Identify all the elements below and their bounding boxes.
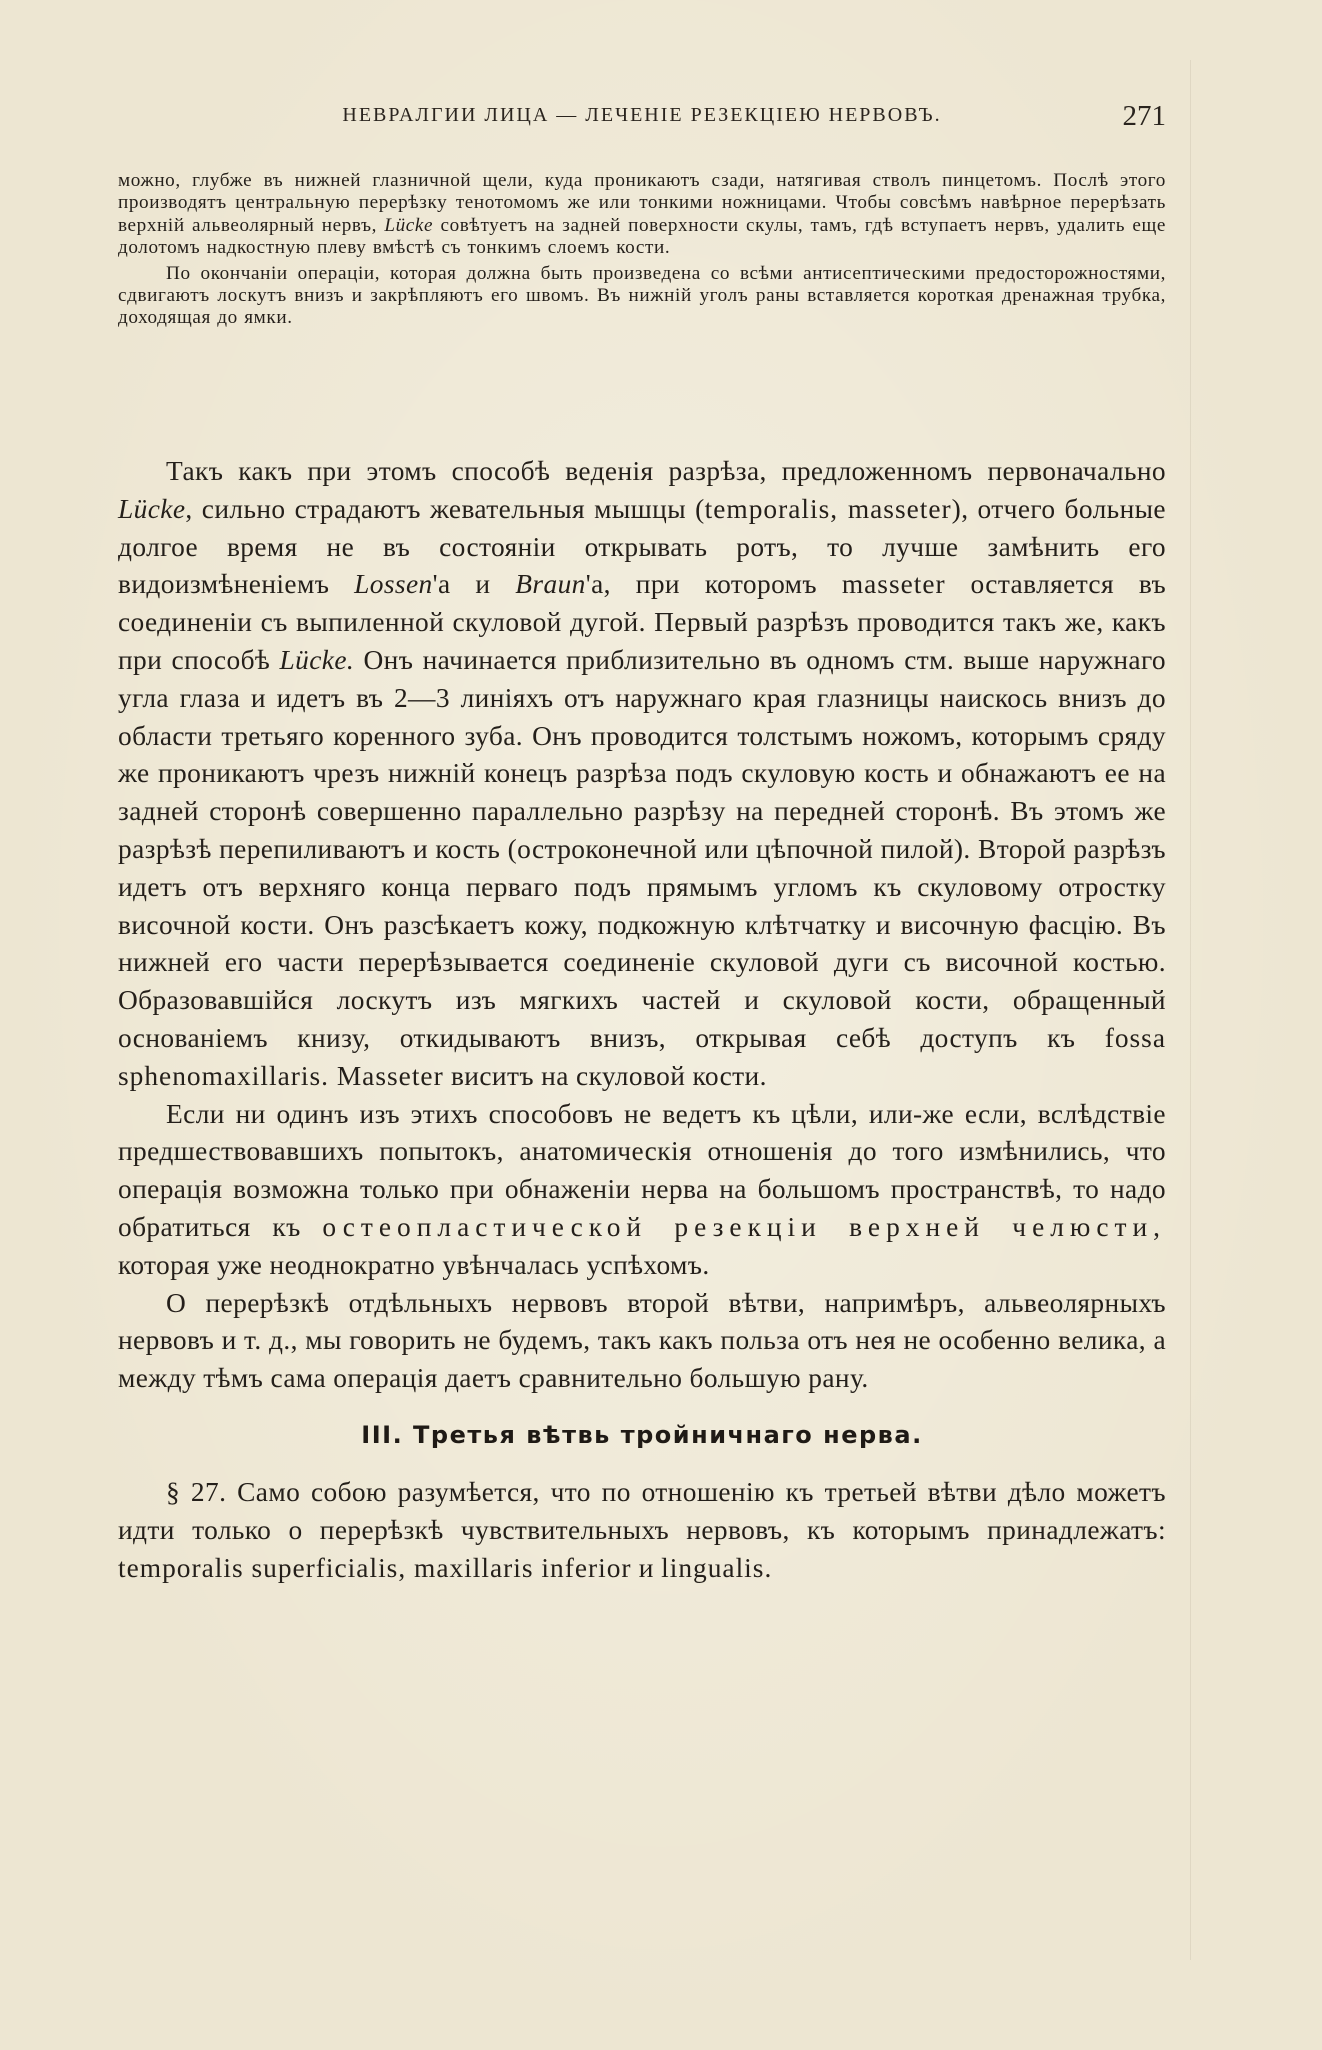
latin-term: lingualis	[661, 1552, 765, 1583]
text-run: § 27. Само собою разумѣется, что по отношенію къ третьей вѣтви дѣло можетъ идти только о перерѣзкѣ чувствительныхъ нервовъ, къ которымъ принадлежатъ:	[118, 1476, 1166, 1545]
author-name: Braun	[515, 569, 586, 600]
text-run: Такъ какъ при этомъ способѣ веденія разрѣза, предложенномъ первоначально	[166, 456, 1166, 486]
text-run: .	[764, 1552, 772, 1583]
small-paragraph-1-text: можно, глубже въ нижней глазничной щели, куда проникаютъ сзади, натягивая стволъ пинцетомъ. Послѣ этого производятъ центральную перерѣзку тенотомомъ же или тонкими ножницами. Чтобы совсѣмъ навѣрное перерѣзать верхній альвеолярный нервъ,	[118, 170, 1166, 236]
page-crease	[1190, 60, 1191, 1960]
page-number: 271	[1122, 100, 1166, 132]
running-head	[118, 100, 1166, 134]
text-run: , сильно страдаютъ жевательныя мышцы (	[185, 493, 705, 524]
spaced-emphasis: остеопластической резекціи верхней челюсти,	[322, 1211, 1166, 1242]
small-paragraph-1	[118, 170, 1166, 260]
author-name: Lücke.	[279, 644, 355, 675]
section-heading: III. Третья вѣтвь тройничнаго нерва.	[361, 1420, 923, 1449]
author-name: Lossen	[354, 569, 433, 600]
text-run: оставляется въ соединеніи съ выпиленной скуловой дугой. Первый разрѣзъ проводится такъ же, какъ при способѣ	[118, 569, 1167, 675]
main-paragraph-2	[118, 1096, 1166, 1285]
latin-term: temporalis, masseter	[704, 493, 952, 524]
main-paragraph-4	[118, 1474, 1166, 1587]
text-run: и	[638, 1552, 654, 1583]
latin-term: masseter	[841, 569, 946, 600]
text-run: Если ни одинъ изъ этихъ способовъ не ведетъ къ цѣли, или-же если, вслѣдствіе предшествовавшихъ попытокъ, анатомическія отношенія до того измѣнились, что операція возможна только при обнаженіи нерва на большомъ пространствѣ, то надо обратиться къ	[118, 1098, 1166, 1242]
small-paragraph-1-end: совѣтуетъ на задней поверхности скулы, тамъ, гдѣ вступаетъ нервъ, удалить еще долотомъ надкостную плеву вмѣстѣ съ тонкимъ слоемъ кости.	[118, 214, 1166, 259]
text-run: Онъ начинается приблизительно въ одномъ стм. выше наружнаго угла глаза и идетъ въ 2—3 линіяхъ отъ наружнаго края глазницы наискось внизъ до области третьяго коренного зуба. Онъ проводится толстымъ ножомъ, которымъ сряду же проникаютъ чрезъ нижній конецъ разрѣза подъ скуловую кость и обнажаютъ ее на задней сторонѣ совершенно параллельно разрѣзу на передней сторонѣ. Въ этомъ же разрѣзѣ перепиливаютъ и кость (остроконечной или цѣпочной пилой). Второй разрѣзъ идетъ отъ верхняго конца перваго подъ прямымъ угломъ къ скуловому отростку височной кости. Онъ разсѣкаетъ кожу, подкожную клѣтчатку и височную фасцію. Въ нижней его части перерѣзывается соединеніе скуловой дуги съ височной костью. Образовавшійся лоскутъ изъ мягкихъ частей и скуловой кости, обращенный основаніемъ книзу, откидываютъ внизъ, открывая себѣ доступъ къ	[118, 644, 1166, 1053]
author-name: Lücke	[118, 493, 186, 524]
running-title: НЕВРАЛГИИ ЛИЦА — ЛЕЧЕНІЕ РЕЗЕКЦІЕЮ НЕРВОВЪ.	[342, 104, 942, 126]
text-run: ), отчего больные долгое время не въ состояніи открывать ротъ, то лучше замѣнить его видоизмѣненіемъ	[118, 493, 1166, 600]
latin-term: fossa sphenomaxillaris. Masseter	[118, 1022, 1166, 1091]
small-print-block	[118, 170, 1166, 330]
text-run: которая уже неоднократно увѣнчалась успѣхомъ.	[118, 1249, 710, 1280]
main-paragraph-3: О перерѣзкѣ отдѣльныхъ нервовъ второй вѣтви, напримѣръ, альвеолярныхъ нервовъ и т. д., мы говорить не будемъ, такъ какъ польза отъ нея не особенно велика, а между тѣмъ сама операція даетъ сравнительно большую рану.	[118, 1287, 1166, 1394]
author-name: Lücke	[384, 214, 434, 236]
small-paragraph-2: По окончаніи операціи, которая должна быть произведена со всѣми антисептическими предосторожностями, сдвигаютъ лоскутъ внизъ и закрѣпляютъ его швомъ. Въ нижній уголъ раны вставляется короткая дренажная трубка, доходящая до ямки.	[118, 262, 1166, 329]
latin-term: temporalis superficialis, maxillaris inferior	[118, 1552, 632, 1583]
text-run: 'а, при которомъ	[585, 569, 817, 600]
main-text-block	[118, 453, 1166, 1587]
text-run: 'а и	[432, 569, 491, 600]
text-run: виситъ на скуловой кости.	[450, 1060, 767, 1091]
main-paragraph-1	[118, 453, 1166, 1096]
